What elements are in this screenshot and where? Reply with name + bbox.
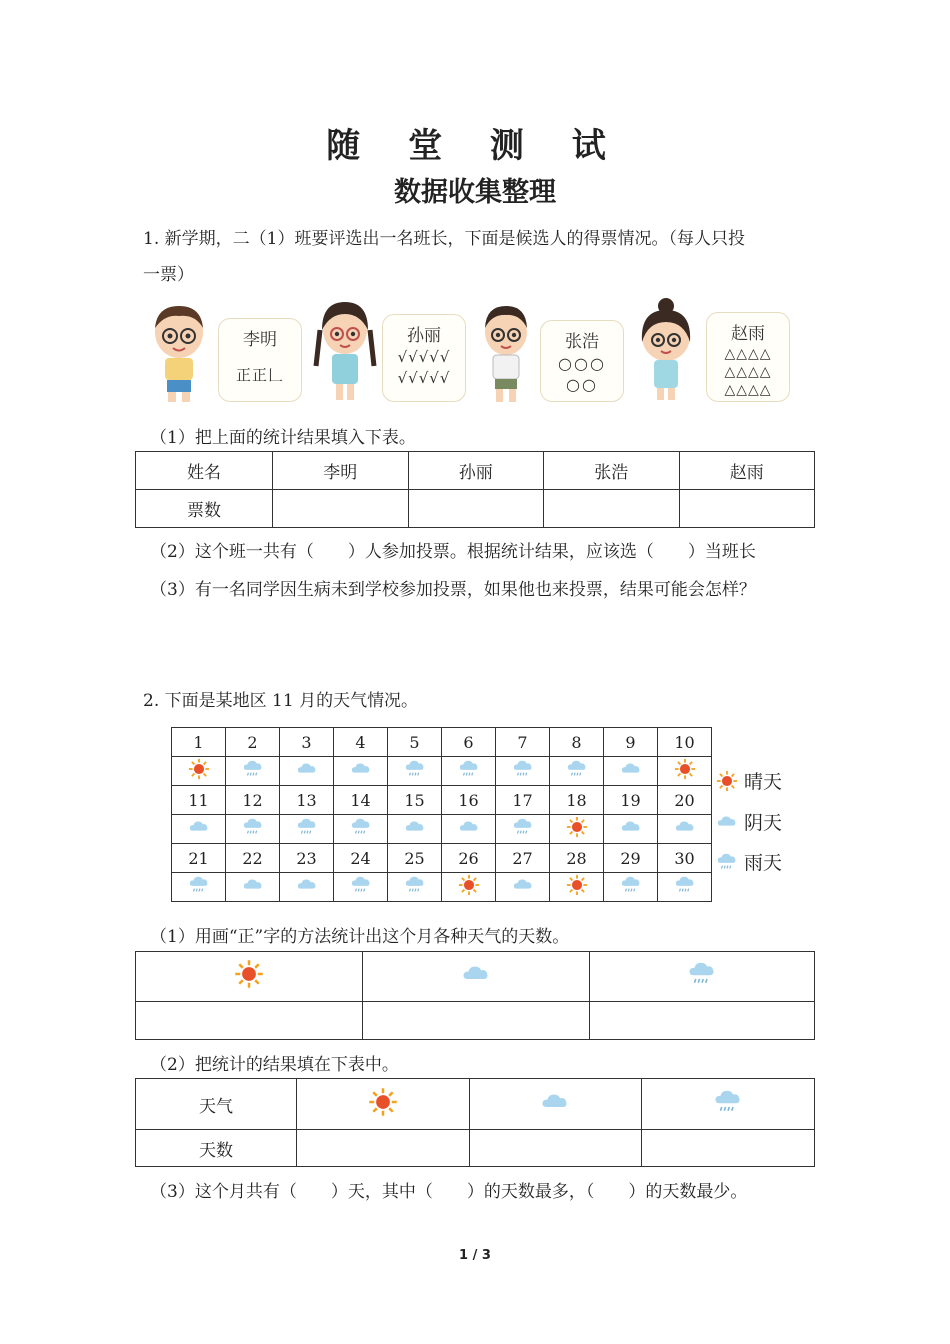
q2-sub1: （1）用画“正”字的方法统计出这个月各种天气的天数。 [150,927,570,947]
calendar-day-number: 5 [388,728,442,757]
sun-icon [566,816,588,842]
cloud-icon [512,874,534,900]
legend-rainy [716,848,782,878]
calendar-weather-cell [496,757,550,786]
calendar-weather-cell [658,815,712,844]
calendar-day-number: 11 [172,786,226,815]
calendar-day-number: 22 [226,844,280,873]
tally-head-sunny [136,952,363,1002]
count-answer-cell[interactable] [469,1130,642,1167]
calendar-day-number: 14 [334,786,388,815]
calendar-day-number: 10 [658,728,712,757]
calendar-weather-cell [550,815,604,844]
rain-cloud-icon [620,874,642,900]
sun-icon [368,1087,398,1122]
boy-zhanghao-illustration [476,300,536,404]
girl-zhaoyu-illustration [632,296,700,404]
sun-icon [716,770,738,797]
calendar-day-number: 16 [442,786,496,815]
count-answer-cell[interactable] [642,1130,815,1167]
calendar-weather-cell [550,757,604,786]
cloud-icon [716,811,738,838]
calendar-day-number: 24 [334,844,388,873]
rain-cloud-icon [404,874,426,900]
sun-icon [234,959,264,994]
cloud-icon [350,758,372,784]
calendar-day-number: 20 [658,786,712,815]
boy-limimg-illustration [143,300,215,404]
calendar-weather-cell [388,873,442,902]
tally-marks: √√√√√ √√√√√ [397,348,451,387]
q2-sub3: （3）这个月共有（ ）天，其中（ ）的天数最多，（ ）的天数最少。 [150,1182,748,1202]
tally-answer-cell[interactable] [590,1002,815,1040]
calendar-day-number: 13 [280,786,334,815]
calendar-day-number: 1 [172,728,226,757]
cloud-icon [540,1087,570,1122]
count-head-cloudy [469,1079,642,1130]
legend-label: 晴天 [744,771,783,793]
cloud-icon [620,816,642,842]
tally-name: 孙丽 [407,326,441,346]
q1-sub2: （2）这个班一共有（ ）人参加投票。根据统计结果，应该选（ ）当班长 [150,542,756,562]
calendar-weather-cell [172,757,226,786]
cloud-icon [188,816,210,842]
calendar-weather-cell [334,815,388,844]
tally-card-liming [218,318,302,402]
answer-cell[interactable] [679,490,815,528]
rain-cloud-icon [242,758,264,784]
cloud-icon [242,874,264,900]
table-header-cell: 李明 [273,452,409,490]
tally-name: 张浩 [565,332,599,352]
q1-sub3: （3）有一名同学因生病未到学校参加投票，如果他也来投票，结果可能会怎样？ [150,580,756,600]
table-header-cell: 赵雨 [679,452,815,490]
legend-cloudy [716,808,782,838]
calendar-weather-cell [550,873,604,902]
rain-cloud-icon [350,816,372,842]
calendar-day-number: 2 [226,728,280,757]
cloud-icon [296,758,318,784]
calendar-day-number: 15 [388,786,442,815]
tally-head-cloudy [363,952,590,1002]
tally-answer-cell[interactable] [136,1002,363,1040]
table-header-cell: 张浩 [544,452,680,490]
tally-marks: △△△△ △△△△ △△△△ [724,346,772,398]
calendar-weather-cell [604,757,658,786]
calendar-weather-cell [658,757,712,786]
tally-name: 李明 [243,330,277,350]
rain-cloud-icon [404,758,426,784]
calendar-weather-cell [442,815,496,844]
tally-answer-cell[interactable] [363,1002,590,1040]
cloud-icon [620,758,642,784]
calendar-day-number: 29 [604,844,658,873]
calendar-day-number: 19 [604,786,658,815]
calendar-weather-cell [226,815,280,844]
rain-cloud-icon [242,816,264,842]
calendar-weather-cell [658,873,712,902]
q2-stem: 2. 下面是某地区 11 月的天气情况。 [143,691,419,711]
calendar-day-number: 12 [226,786,280,815]
tally-card-zhaoyu [706,312,790,402]
rain-cloud-icon [188,874,210,900]
rain-cloud-icon [512,758,534,784]
calendar-day-number: 4 [334,728,388,757]
q2-sub2: （2）把统计的结果填在下表中。 [150,1055,399,1075]
calendar-day-number: 21 [172,844,226,873]
calendar-weather-cell [388,815,442,844]
tally-head-rainy [590,952,815,1002]
calendar-day-number: 7 [496,728,550,757]
tally-table [135,951,815,1040]
calendar-day-number: 18 [550,786,604,815]
rain-cloud-icon [296,816,318,842]
rain-cloud-icon [458,758,480,784]
calendar-day-number: 17 [496,786,550,815]
weather-calendar [171,727,712,902]
calendar-day-number: 30 [658,844,712,873]
calendar-day-number: 6 [442,728,496,757]
table-header-name: 姓名 [136,452,273,490]
tally-marks: 正正𠃊 [235,366,284,384]
calendar-day-number: 8 [550,728,604,757]
answer-cell[interactable] [544,490,680,528]
cloud-icon [404,816,426,842]
page-number: 1 / 3 [459,1248,491,1263]
tally-card-zhanghao [540,320,624,402]
weather-count-table [135,1078,815,1167]
calendar-weather-cell [442,873,496,902]
count-head-rainy [642,1079,815,1130]
sun-icon [674,758,696,784]
count-head-sunny [297,1079,470,1130]
calendar-weather-cell [442,757,496,786]
calendar-day-number: 26 [442,844,496,873]
calendar-weather-cell [334,757,388,786]
calendar-weather-cell [604,873,658,902]
table-row-label: 天数 [136,1130,297,1167]
q1-stem-line1: 1. 新学期，二（1）班要评选出一名班长，下面是候选人的得票情况。（每人只投 [143,229,745,249]
count-answer-cell[interactable] [297,1130,470,1167]
legend-label: 雨天 [744,852,783,874]
table-row-label: 票数 [136,490,273,528]
calendar-weather-cell [604,815,658,844]
calendar-weather-cell [280,757,334,786]
rain-cloud-icon [716,851,738,878]
calendar-weather-cell [280,815,334,844]
q1-sub1: （1）把上面的统计结果填入下表。 [150,428,416,448]
calendar-weather-cell [172,815,226,844]
legend-sunny [716,767,782,797]
table-row-label: 天气 [136,1079,297,1130]
cloud-icon [458,816,480,842]
table-header-cell: 孙丽 [408,452,544,490]
calendar-day-number: 23 [280,844,334,873]
calendar-day-number: 28 [550,844,604,873]
calendar-day-number: 27 [496,844,550,873]
cloud-icon [296,874,318,900]
rain-cloud-icon [687,959,717,994]
calendar-weather-cell [226,873,280,902]
q1-vote-table [135,451,815,528]
calendar-day-number: 3 [280,728,334,757]
legend-label: 阴天 [744,812,783,834]
sun-icon [566,874,588,900]
answer-cell[interactable] [408,490,544,528]
calendar-weather-cell [226,757,280,786]
sun-icon [188,758,210,784]
answer-cell[interactable] [273,490,409,528]
calendar-weather-cell [280,873,334,902]
rain-cloud-icon [512,816,534,842]
calendar-weather-cell [496,815,550,844]
rain-cloud-icon [566,758,588,784]
q1-stem-line2: 一票） [143,265,194,285]
calendar-weather-cell [334,873,388,902]
page-title: 随 堂 测 试 [326,126,624,166]
page-subtitle: 数据收集整理 [394,177,556,208]
rain-cloud-icon [674,874,696,900]
calendar-day-number: 9 [604,728,658,757]
cloud-icon [461,959,491,994]
calendar-day-number: 25 [388,844,442,873]
tally-name: 赵雨 [731,324,765,344]
calendar-weather-cell [496,873,550,902]
calendar-weather-cell [388,757,442,786]
tally-card-sunli [382,314,466,402]
girl-sunli-illustration [312,296,378,404]
calendar-weather-cell [172,873,226,902]
cloud-icon [674,816,696,842]
sun-icon [458,874,480,900]
tally-marks: ○○○ ○○ [558,354,606,394]
rain-cloud-icon [713,1087,743,1122]
rain-cloud-icon [350,874,372,900]
